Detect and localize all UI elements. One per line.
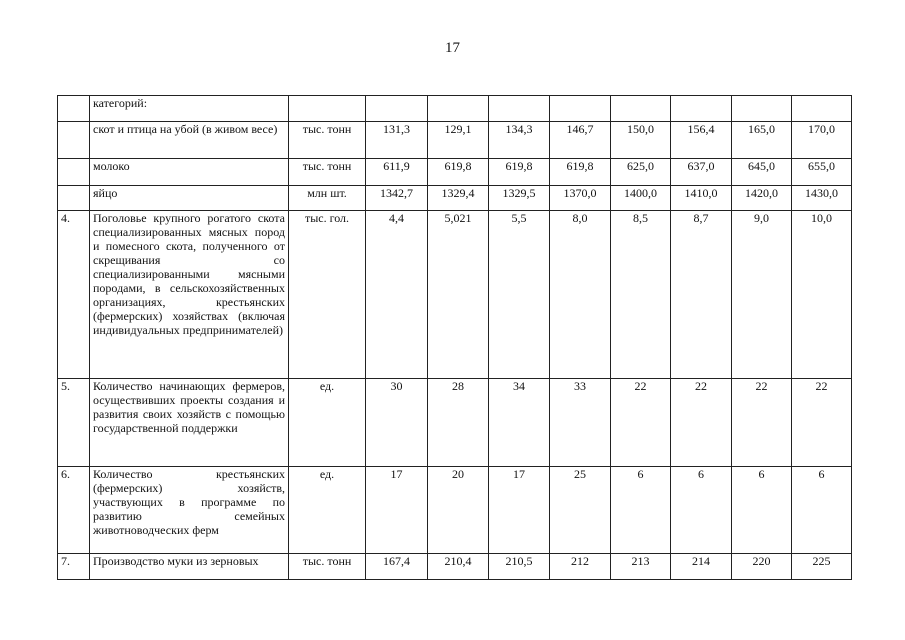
unit-cell: тыс. гол.: [289, 211, 366, 379]
value-cell: 33: [550, 379, 611, 467]
value-cell: 6: [792, 467, 852, 554]
indicator-name: яйцо: [90, 186, 289, 211]
value-cell: [366, 96, 428, 122]
value-cell: 1400,0: [611, 186, 671, 211]
table-row: [58, 554, 852, 580]
value-cell: [550, 96, 611, 122]
value-cell: 22: [792, 379, 852, 467]
value-cell: [671, 96, 732, 122]
value-cell: 6: [671, 467, 732, 554]
row-number: 4.: [58, 211, 90, 379]
unit-cell: ед.: [289, 379, 366, 467]
value-cell: 156,4: [671, 122, 732, 159]
table-row: [58, 379, 852, 467]
value-cell: 9,0: [732, 211, 792, 379]
value-cell: 134,3: [489, 122, 550, 159]
unit-cell: млн шт.: [289, 186, 366, 211]
value-cell: 8,5: [611, 211, 671, 379]
indicator-name: Количество начинающих фермеров, осуществивших проекты создания и развития своих хозяйств с помощью государственной поддержки: [90, 379, 289, 467]
value-cell: 1370,0: [550, 186, 611, 211]
value-cell: 129,1: [428, 122, 489, 159]
table-row: [58, 467, 852, 554]
value-cell: 28: [428, 379, 489, 467]
value-cell: 220: [732, 554, 792, 580]
row-number: [58, 96, 90, 122]
unit-cell: ед.: [289, 467, 366, 554]
indicators-table: [57, 95, 852, 580]
value-cell: 8,7: [671, 211, 732, 379]
value-cell: 6: [611, 467, 671, 554]
value-cell: 131,3: [366, 122, 428, 159]
value-cell: 619,8: [489, 159, 550, 186]
value-cell: 1430,0: [792, 186, 852, 211]
value-cell: [489, 96, 550, 122]
row-number: [58, 122, 90, 159]
value-cell: 22: [732, 379, 792, 467]
indicator-name: скот и птица на убой (в живом весе): [90, 122, 289, 159]
value-cell: 214: [671, 554, 732, 580]
value-cell: [428, 96, 489, 122]
value-cell: [611, 96, 671, 122]
value-cell: 212: [550, 554, 611, 580]
value-cell: 170,0: [792, 122, 852, 159]
value-cell: 1329,5: [489, 186, 550, 211]
value-cell: 25: [550, 467, 611, 554]
value-cell: 1420,0: [732, 186, 792, 211]
value-cell: [792, 96, 852, 122]
value-cell: 637,0: [671, 159, 732, 186]
value-cell: 619,8: [550, 159, 611, 186]
table-row: [58, 211, 852, 379]
value-cell: 225: [792, 554, 852, 580]
unit-cell: тыс. тонн: [289, 122, 366, 159]
row-number: [58, 186, 90, 211]
indicator-name: Количество крестьянских (фермерских) хозяйств, участвующих в программе по развитию семейных животноводческих ферм: [90, 467, 289, 554]
value-cell: 611,9: [366, 159, 428, 186]
value-cell: 8,0: [550, 211, 611, 379]
indicator-name: молоко: [90, 159, 289, 186]
value-cell: 10,0: [792, 211, 852, 379]
value-cell: 17: [366, 467, 428, 554]
value-cell: 146,7: [550, 122, 611, 159]
value-cell: 1342,7: [366, 186, 428, 211]
value-cell: 619,8: [428, 159, 489, 186]
value-cell: 167,4: [366, 554, 428, 580]
unit-cell: тыс. тонн: [289, 159, 366, 186]
value-cell: 34: [489, 379, 550, 467]
value-cell: 165,0: [732, 122, 792, 159]
page-number: 17: [445, 40, 460, 56]
value-cell: 30: [366, 379, 428, 467]
unit-cell: тыс. тонн: [289, 554, 366, 580]
value-cell: 625,0: [611, 159, 671, 186]
table-body: [58, 96, 852, 580]
table-row: [58, 159, 852, 186]
value-cell: 5,021: [428, 211, 489, 379]
value-cell: 150,0: [611, 122, 671, 159]
value-cell: 6: [732, 467, 792, 554]
value-cell: 655,0: [792, 159, 852, 186]
value-cell: 22: [671, 379, 732, 467]
value-cell: 645,0: [732, 159, 792, 186]
indicator-name: Производство муки из зерновых: [90, 554, 289, 580]
table-row: [58, 96, 852, 122]
value-cell: [732, 96, 792, 122]
row-number: 6.: [58, 467, 90, 554]
value-cell: 210,5: [489, 554, 550, 580]
value-cell: 22: [611, 379, 671, 467]
table-row: [58, 186, 852, 211]
row-number: [58, 159, 90, 186]
value-cell: 1329,4: [428, 186, 489, 211]
value-cell: 210,4: [428, 554, 489, 580]
unit-cell: [289, 96, 366, 122]
value-cell: 1410,0: [671, 186, 732, 211]
value-cell: 5,5: [489, 211, 550, 379]
value-cell: 20: [428, 467, 489, 554]
table-row: [58, 122, 852, 159]
indicator-name: категорий:: [90, 96, 289, 122]
indicator-name: Поголовье крупного рогатого скота специализированных мясных пород и помесного скота, полученного от скрещивания со специализированными мясными породами, в сельскохозяйственных организациях, крестьянских (фермерских) хозяйствах (включая индивидуальных предпринимателей): [90, 211, 289, 379]
value-cell: 17: [489, 467, 550, 554]
row-number: 5.: [58, 379, 90, 467]
row-number: 7.: [58, 554, 90, 580]
value-cell: 213: [611, 554, 671, 580]
value-cell: 4,4: [366, 211, 428, 379]
